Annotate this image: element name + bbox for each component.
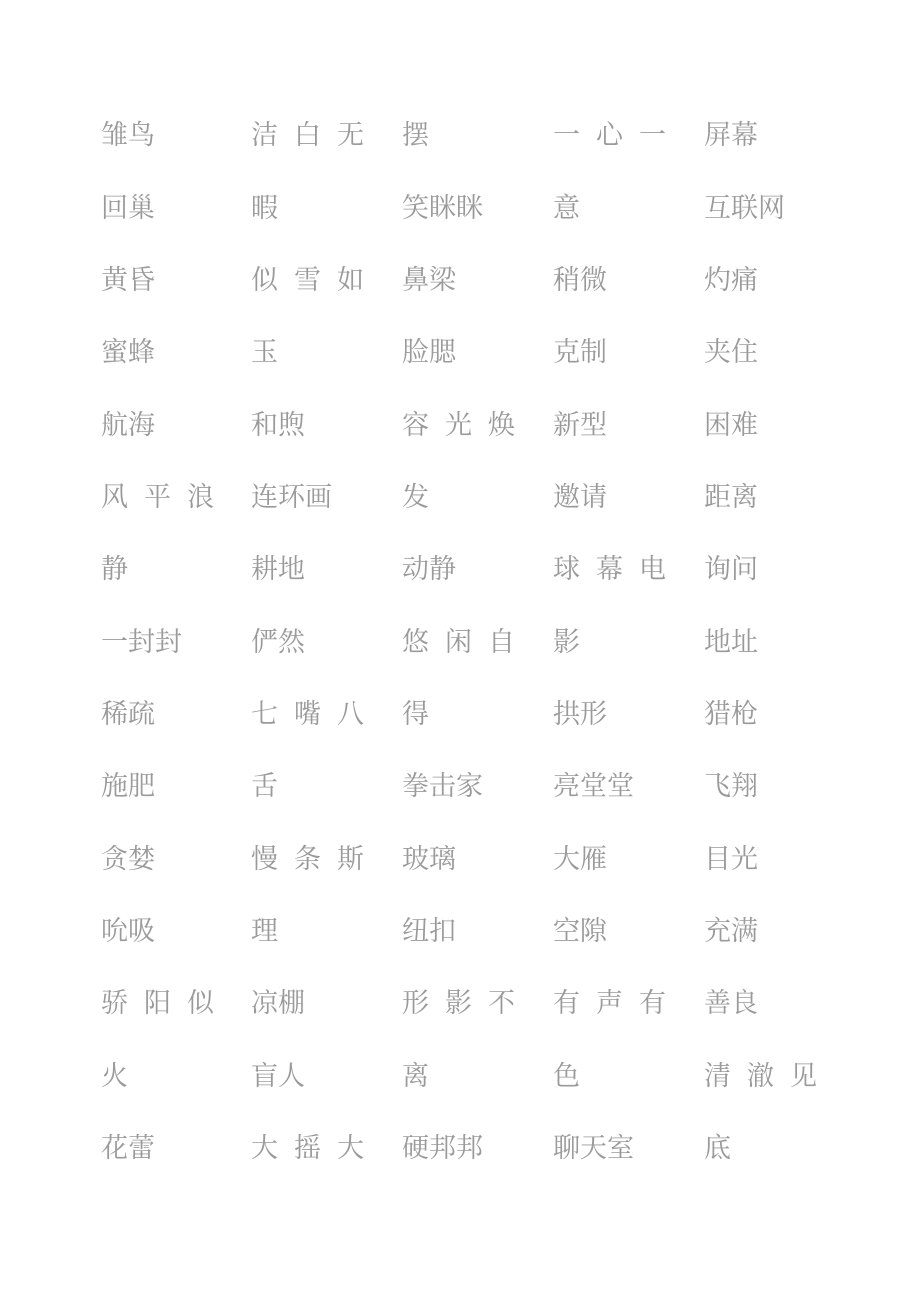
- word-cell: 黄昏: [101, 265, 155, 296]
- word-cell: 困难: [704, 410, 758, 441]
- word-cell: 稀疏: [101, 699, 155, 730]
- word-cell: 意: [553, 193, 580, 224]
- word-cell: 纽扣: [402, 916, 456, 947]
- word-cell: 七嘴八: [251, 699, 380, 730]
- word-cell: 影: [553, 627, 580, 658]
- word-cell: 发: [402, 482, 429, 513]
- word-row-2: [0, 189, 920, 229]
- word-cell: 暇: [251, 193, 278, 224]
- word-cell: 舌: [251, 771, 278, 802]
- word-row-7: [0, 550, 920, 590]
- word-cell: 夹住: [704, 337, 758, 368]
- word-cell: 骄阳似: [101, 988, 230, 1019]
- word-cell: 一心一: [553, 120, 682, 151]
- word-cell: 拳击家: [402, 771, 483, 802]
- word-cell: 距离: [704, 482, 758, 513]
- word-row-11: [0, 840, 920, 880]
- word-cell: 有声有: [553, 988, 682, 1019]
- word-row-15: [0, 1129, 920, 1169]
- word-cell: 色: [553, 1061, 580, 1092]
- word-cell: 火: [101, 1061, 128, 1092]
- word-cell: 动静: [402, 554, 456, 585]
- word-cell: 形影不: [402, 988, 531, 1019]
- word-cell: 空隙: [553, 916, 607, 947]
- word-cell: 脸腮: [402, 337, 456, 368]
- word-cell: 盲人: [251, 1061, 305, 1092]
- word-cell: 飞翔: [704, 771, 758, 802]
- word-cell: 连环画: [251, 482, 332, 513]
- word-cell: 得: [402, 699, 429, 730]
- word-row-14: [0, 1057, 920, 1097]
- word-row-5: [0, 406, 920, 446]
- word-cell: 目光: [704, 844, 758, 875]
- word-cell: 容光焕: [402, 410, 531, 441]
- word-row-9: [0, 695, 920, 735]
- word-cell: 亮堂堂: [553, 771, 634, 802]
- word-cell: 摆: [402, 120, 429, 151]
- word-cell: 询问: [704, 554, 758, 585]
- word-cell: 聊天室: [553, 1133, 634, 1164]
- word-cell: 回巢: [101, 193, 155, 224]
- word-cell: 玻璃: [402, 844, 456, 875]
- word-cell: 地址: [704, 627, 758, 658]
- word-cell: 大摇大: [251, 1133, 380, 1164]
- word-row-4: [0, 333, 920, 373]
- word-cell: 邀请: [553, 482, 607, 513]
- word-cell: 拱形: [553, 699, 607, 730]
- word-cell: 新型: [553, 410, 607, 441]
- word-cell: 悠闲自: [402, 627, 531, 658]
- word-cell: 洁白无: [251, 120, 380, 151]
- word-cell: 鼻梁: [402, 265, 456, 296]
- word-cell: 善良: [704, 988, 758, 1019]
- word-row-13: [0, 984, 920, 1024]
- word-cell: 静: [101, 554, 128, 585]
- word-cell: 雏鸟: [101, 120, 155, 151]
- word-cell: 航海: [101, 410, 155, 441]
- word-cell: 互联网: [704, 193, 785, 224]
- word-cell: 底: [704, 1133, 731, 1164]
- word-row-6: [0, 478, 920, 518]
- word-cell: 屏幕: [704, 120, 758, 151]
- word-cell: 玉: [251, 337, 278, 368]
- word-cell: 理: [251, 916, 278, 947]
- word-row-3: [0, 261, 920, 301]
- word-cell: 风平浪: [101, 482, 230, 513]
- word-cell: 凉棚: [251, 988, 305, 1019]
- word-cell: 似雪如: [251, 265, 380, 296]
- word-row-12: [0, 912, 920, 952]
- word-cell: 蜜蜂: [101, 337, 155, 368]
- word-cell: 充满: [704, 916, 758, 947]
- word-cell: 大雁: [553, 844, 607, 875]
- word-row-10: [0, 767, 920, 807]
- word-cell: 稍微: [553, 265, 607, 296]
- word-cell: 灼痛: [704, 265, 758, 296]
- word-cell: 花蕾: [101, 1133, 155, 1164]
- word-cell: 硬邦邦: [402, 1133, 483, 1164]
- word-cell: 球幕电: [553, 554, 682, 585]
- word-cell: 贪婪: [101, 844, 155, 875]
- word-cell: 清澈见: [704, 1061, 833, 1092]
- word-cell: 施肥: [101, 771, 155, 802]
- word-cell: 离: [402, 1061, 429, 1092]
- word-cell: 俨然: [251, 627, 305, 658]
- word-row-8: [0, 623, 920, 663]
- word-cell: 慢条斯: [251, 844, 380, 875]
- word-cell: 猎枪: [704, 699, 758, 730]
- word-cell: 一封封: [101, 627, 182, 658]
- word-cell: 笑眯眯: [402, 193, 483, 224]
- word-cell: 和煦: [251, 410, 305, 441]
- word-row-1: [0, 116, 920, 156]
- word-cell: 吮吸: [101, 916, 155, 947]
- word-cell: 克制: [553, 337, 607, 368]
- word-cell: 耕地: [251, 554, 305, 585]
